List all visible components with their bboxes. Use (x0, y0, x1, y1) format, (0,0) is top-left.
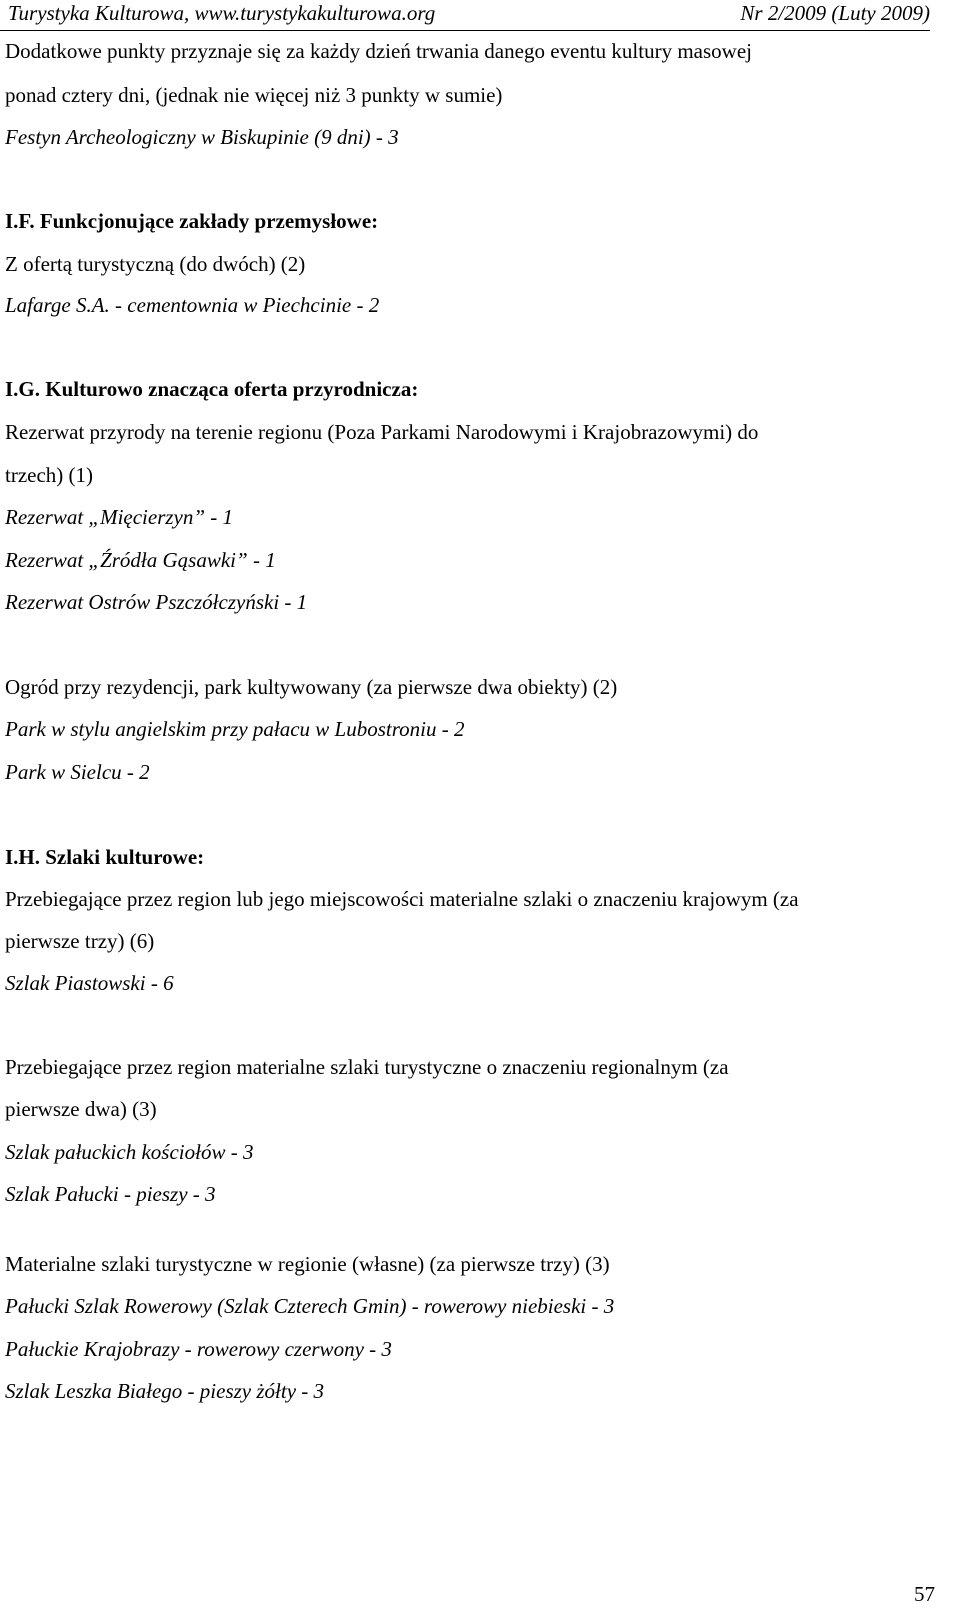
item-line: Rezerwat „Źródła Gąsawki” - 1 (5, 548, 276, 572)
category-line: trzech) (1) (5, 463, 94, 487)
item-line: Lafarge S.A. - cementownia w Piechcinie - 2 (5, 293, 380, 317)
section-heading: I.G. Kulturowo znacząca oferta przyrodnicza: (5, 377, 419, 401)
item-line: Szlak Piastowski - 6 (5, 971, 174, 995)
text-line: ponad cztery dni, (jednak nie więcej niż 3 punkty w sumie) (5, 83, 503, 107)
category-line: Przebiegające przez region lub jego miejscowości materialne szlaki o znaczeniu krajowym (za (5, 887, 799, 911)
section-heading: I.F. Funkcjonujące zakłady przemysłowe: (5, 209, 379, 233)
item-line: Szlak Pałucki - pieszy - 3 (5, 1182, 216, 1206)
text-line: Dodatkowe punkty przyznaje się za każdy dzień trwania danego eventu kultury masowej (5, 39, 752, 63)
item-line: Park w stylu angielskim przy pałacu w Lubostroniu - 2 (5, 717, 465, 741)
category-line: Rezerwat przyrody na terenie regionu (Poza Parkami Narodowymi i Krajobrazowymi) do (5, 420, 759, 444)
category-line: Materialne szlaki turystyczne w regionie (własne) (za pierwsze trzy) (3) (5, 1252, 610, 1276)
category-line: Przebiegające przez region materialne szlaki turystyczne o znaczeniu regionalnym (za (5, 1055, 729, 1079)
category-line: pierwsze trzy) (6) (5, 929, 155, 953)
item-line: Park w Sielcu - 2 (5, 760, 150, 784)
event-item: Festyn Archeologiczny w Biskupinie (9 dni) - 3 (5, 125, 399, 149)
item-line: Rezerwat „Mięcierzyn” - 1 (5, 505, 234, 529)
item-line: Pałuckie Krajobrazy - rowerowy czerwony - 3 (5, 1337, 392, 1361)
section-heading: I.H. Szlaki kulturowe: (5, 845, 205, 869)
header-source: Turystyka Kulturowa, www.turystykakulturowa.org (8, 1, 436, 25)
category-line: pierwsze dwa) (3) (5, 1097, 157, 1121)
item-line: Szlak pałuckich kościołów - 3 (5, 1140, 254, 1164)
header-issue: Nr 2/2009 (Luty 2009) (740, 1, 930, 25)
item-line: Rezerwat Ostrów Pszczółczyński - 1 (5, 590, 308, 614)
category-line: Ogród przy rezydencji, park kultywowany (za pierwsze dwa obiekty) (2) (5, 675, 618, 699)
category-line: Z ofertą turystyczną (do dwóch) (2) (5, 252, 306, 276)
item-line: Szlak Leszka Białego - pieszy żółty - 3 (5, 1379, 325, 1403)
item-line: Pałucki Szlak Rowerowy (Szlak Czterech Gmin) - rowerowy niebieski - 3 (5, 1294, 615, 1318)
page-number: 57 (914, 1582, 935, 1606)
page-header (0, 0, 930, 31)
